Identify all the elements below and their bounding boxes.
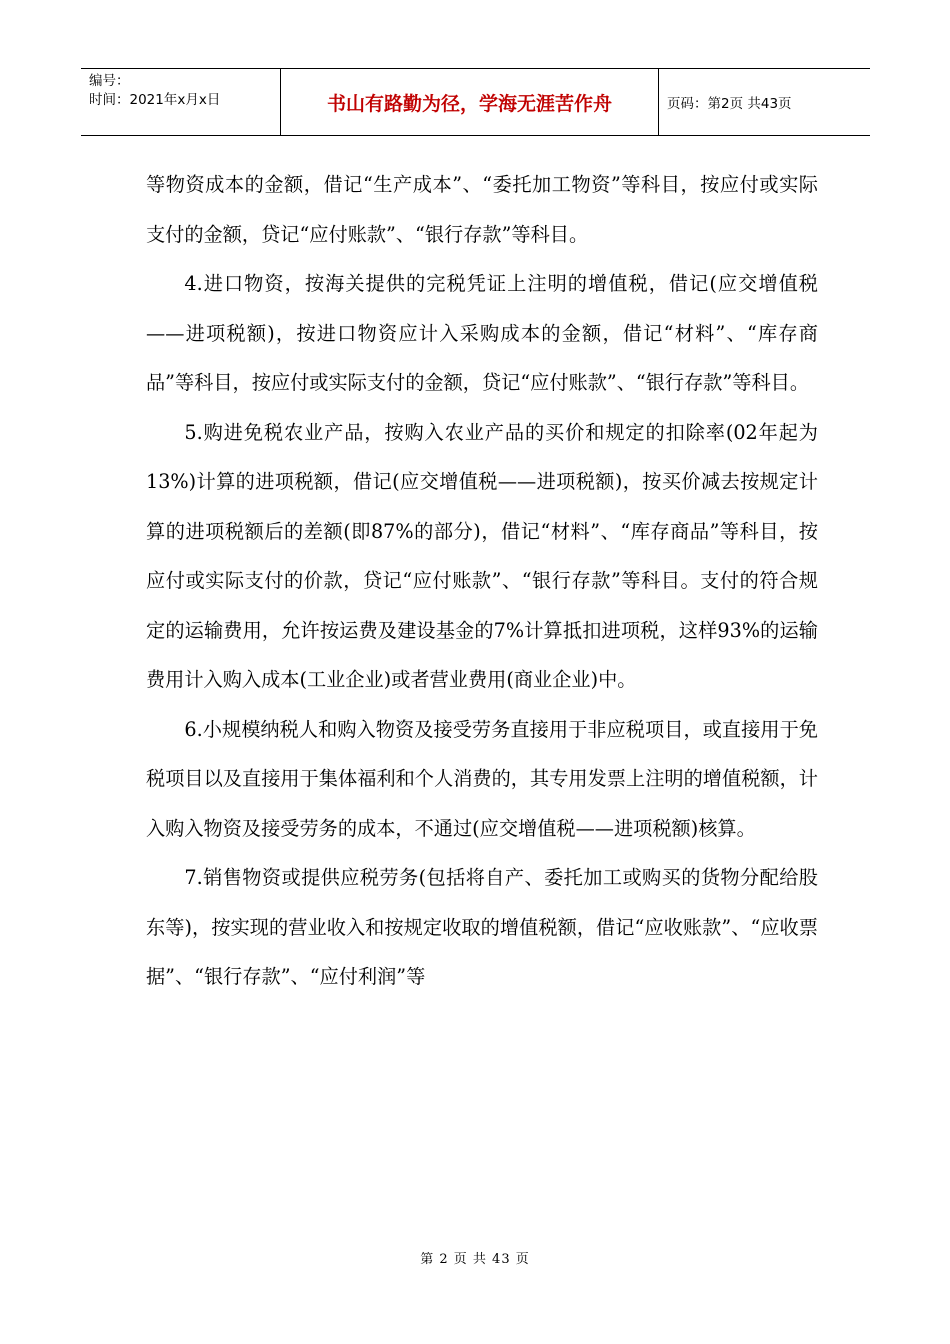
paragraph-item-5: 5.购进免税农业产品，按购入农业产品的买价和规定的扣除率(02年起为13%)计算的进项税额，借记(应交增值税——进项税额)，按买价减去按规定计算的进项税额后的差额(即87%的部分)，借记“材料”、“库存商品”等科目，按应付或实际支付的价款，贷记“应付账款”、“银行存款”等科目。支付的符合规定的运输费用，允许按运费及建设基金的7%计算抵扣进项税，这样93%的运输费用计入购入成本(工业企业)或者营业费用(商业企业)中。: [146, 420, 818, 691]
header-motto: 书山有路勤为径，学海无涯苦作舟: [281, 69, 659, 135]
paragraph-item-7: 7.销售物资或提供应税劳务(包括将自产、委托加工或购买的货物分配给股东等)，按实现的营业收入和按规定收取的增值税额，借记“应收账款”、“应收票据”、“银行存款”、“应付利润”等: [146, 866, 818, 988]
document-number-label: 编号：: [89, 73, 130, 89]
document-time-label: 时间：2021年x月x日: [89, 92, 221, 108]
header-page-info: 页码：第2页 共43页: [667, 96, 792, 112]
paragraph-item-6: 6.小规模纳税人和购入物资及接受劳务直接用于非应税项目，或直接用于免税项目以及直接用于集体福利和个人消费的，其专用发票上注明的增值税额，计入购入物资及接受劳务的成本，不通过(应交增值税——进项税额)核算。: [146, 717, 818, 840]
header-meta: [81, 69, 281, 135]
page-footer: 第 2 页 共 43 页: [420, 1252, 530, 1267]
document-body: [146, 160, 818, 1002]
paragraph-item-4: 4.进口物资，按海关提供的完税凭证上注明的增值税，借记(应交增值税——进项税额)，按进口物资应计入采购成本的金额，借记“材料”、“库存商品”等科目，按应付或实际支付的金额，贷记“应付账款”、“银行存款”等科目。: [146, 272, 818, 394]
paragraph-continuation: 等物资成本的金额，借记“生产成本”、“委托加工物资”等科目，按应付或实际支付的金额，贷记“应付账款”、“银行存款”等科目。: [146, 173, 818, 246]
page-header: [81, 68, 870, 136]
